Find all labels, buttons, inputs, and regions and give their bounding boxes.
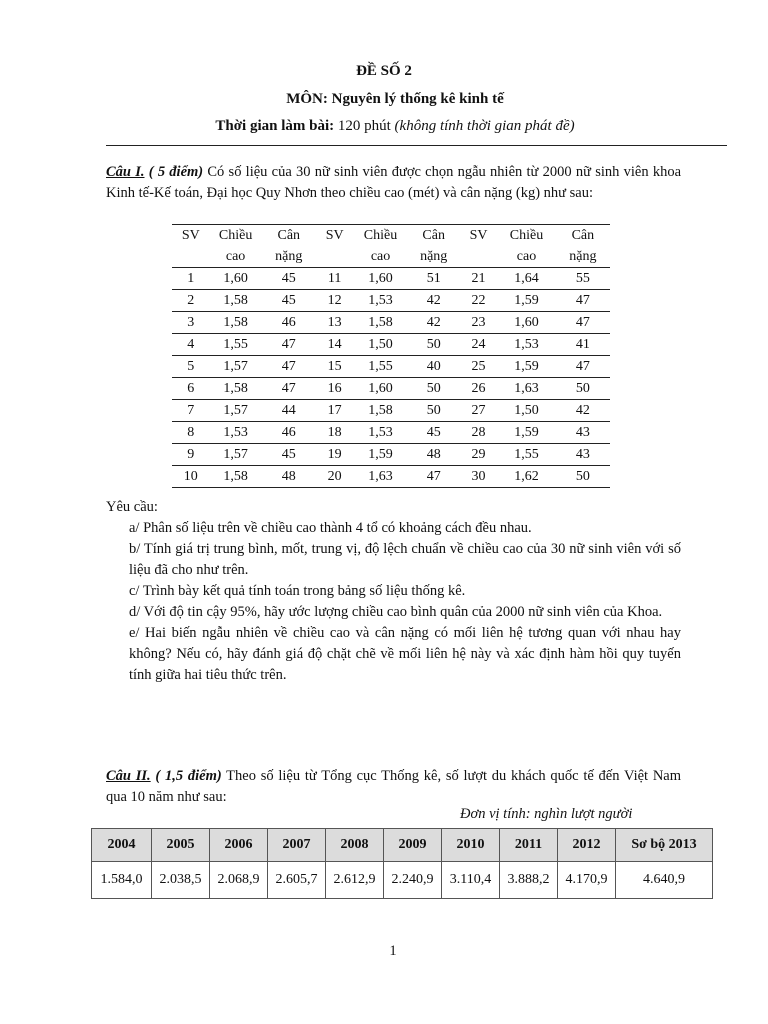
table-cell: 30 <box>460 466 498 488</box>
header-cell: cao <box>210 246 262 268</box>
table-cell: 1,58 <box>353 400 407 422</box>
table-row <box>172 444 610 466</box>
header-cell: cao <box>353 246 407 268</box>
table-cell: 45 <box>262 290 316 312</box>
table-cell: 25 <box>460 356 498 378</box>
header-cell: nặng <box>262 246 316 268</box>
table-cell: 40 <box>408 356 460 378</box>
time-label: Thời gian làm bài: <box>215 118 335 134</box>
table-body <box>172 268 610 488</box>
value-cell: 2.605,7 <box>268 862 326 899</box>
table-cell: 1,57 <box>210 444 262 466</box>
table-row <box>172 378 610 400</box>
table-cell: 1,53 <box>353 290 407 312</box>
table-cell: 45 <box>262 444 316 466</box>
header-cell: Cân <box>556 225 610 247</box>
table-cell: 47 <box>408 466 460 488</box>
year-cell: 2004 <box>92 829 152 862</box>
header-cell: Cân <box>262 225 316 247</box>
header-cell: Chiều <box>210 225 262 247</box>
table-cell: 1,53 <box>497 334 555 356</box>
requirement-item-b: b/ Tính giá trị trung bình, mốt, trung vị, độ lệch chuẩn về chiều cao của 30 nữ sinh viên với số liệu đã cho như trên. <box>129 541 681 578</box>
header-cell: SV <box>316 225 354 247</box>
value-cell: 4.170,9 <box>558 862 616 899</box>
table-cell: 18 <box>316 422 354 444</box>
table-row <box>172 312 610 334</box>
table-cell: 9 <box>172 444 210 466</box>
table-cell: 26 <box>460 378 498 400</box>
table-cell: 1,58 <box>210 290 262 312</box>
requirement-list <box>129 518 681 686</box>
header-cell <box>460 246 498 268</box>
unit-note: Đơn vị tính: nghìn lượt người <box>460 806 633 822</box>
value-cell: 2.068,9 <box>210 862 268 899</box>
table-cell: 50 <box>556 466 610 488</box>
table-cell: 43 <box>556 422 610 444</box>
table-row <box>172 356 610 378</box>
value-cell: 2.240,9 <box>384 862 442 899</box>
table-cell: 1 <box>172 268 210 290</box>
table-cell: 47 <box>556 356 610 378</box>
height-weight-table <box>172 224 610 488</box>
table-cell: 5 <box>172 356 210 378</box>
table-cell: 50 <box>408 334 460 356</box>
year-cell: 2012 <box>558 829 616 862</box>
table-cell: 12 <box>316 290 354 312</box>
table-cell: 15 <box>316 356 354 378</box>
header-cell: nặng <box>408 246 460 268</box>
table-cell: 1,58 <box>210 378 262 400</box>
year-cell: Sơ bộ 2013 <box>616 829 713 862</box>
table-row <box>172 290 610 312</box>
table-cell: 1,55 <box>353 356 407 378</box>
table-cell: 4 <box>172 334 210 356</box>
year-cell: 2006 <box>210 829 268 862</box>
requirement-label: Yêu cầu: <box>106 499 158 515</box>
table-cell: 1,60 <box>353 378 407 400</box>
table-cell: 6 <box>172 378 210 400</box>
q2-intro-paragraph <box>106 766 681 808</box>
table-cell: 1,63 <box>497 378 555 400</box>
q2-label: Câu II. <box>106 768 151 784</box>
table-cell: 47 <box>556 290 610 312</box>
q1-label: Câu I. <box>106 164 145 180</box>
year-cell: 2011 <box>500 829 558 862</box>
table-cell: 1,55 <box>210 334 262 356</box>
table-cell: 47 <box>262 356 316 378</box>
tourist-arrivals-table <box>91 828 713 899</box>
value-cell: 1.584,0 <box>92 862 152 899</box>
table-cell: 48 <box>408 444 460 466</box>
table-cell: 1,59 <box>353 444 407 466</box>
table-cell: 1,53 <box>210 422 262 444</box>
requirement-item-e: e/ Hai biến ngẫu nhiên về chiều cao và cân nặng có mối liên hệ tương quan với nhau hay không? Nếu có, hãy đánh giá độ chặt chẽ về mối liên hệ này và xác định hàm hồi quy tuyến tính giữa hai tiêu thức trên. <box>129 625 681 683</box>
q1-intro-text: Có số liệu của 30 nữ sinh viên được chọn ngẫu nhiên từ 2000 nữ sinh viên khoa Kinh tế-Kế toán, Đại học Quy Nhơn theo chiều cao (mét) và cân nặng (kg) như sau: <box>106 164 682 201</box>
year-cell: 2005 <box>152 829 210 862</box>
table-cell: 42 <box>408 312 460 334</box>
table-cell: 48 <box>262 466 316 488</box>
table-cell: 44 <box>262 400 316 422</box>
table-cell: 27 <box>460 400 498 422</box>
q1-points: ( 5 điểm) <box>148 164 204 180</box>
q2-intro-text: Theo số liệu từ Tổng cục Thống kê, số lượt du khách quốc tế đến Việt Nam qua 10 năm như sau: <box>106 768 682 805</box>
table-row <box>172 268 610 290</box>
table-cell: 46 <box>262 312 316 334</box>
time-value: 120 phút <box>337 118 391 134</box>
table-cell: 1,64 <box>497 268 555 290</box>
table-cell: 1,58 <box>210 466 262 488</box>
table-cell: 2 <box>172 290 210 312</box>
table-cell: 51 <box>408 268 460 290</box>
table-cell: 1,57 <box>210 400 262 422</box>
value-cell: 3.888,2 <box>500 862 558 899</box>
table-cell: 29 <box>460 444 498 466</box>
table-cell: 1,59 <box>497 422 555 444</box>
table-cell: 1,50 <box>497 400 555 422</box>
table-header-row <box>172 225 610 247</box>
table-cell: 14 <box>316 334 354 356</box>
table-row <box>172 466 610 488</box>
header-cell: Chiều <box>353 225 407 247</box>
table-cell: 24 <box>460 334 498 356</box>
table-cell: 55 <box>556 268 610 290</box>
time-line <box>0 118 768 135</box>
table-cell: 20 <box>316 466 354 488</box>
requirement-item-a: a/ Phân số liệu trên về chiều cao thành 4 tổ có khoảng cách đều nhau. <box>129 520 532 536</box>
table-cell: 50 <box>408 400 460 422</box>
table-row <box>172 422 610 444</box>
subject-title: MÔN: Nguyên lý thống kê kinh tế <box>286 91 504 107</box>
table-cell: 1,60 <box>497 312 555 334</box>
exam-title: ĐỀ SỐ 2 <box>356 63 412 79</box>
table-cell: 43 <box>556 444 610 466</box>
table-cell: 46 <box>262 422 316 444</box>
header-cell: SV <box>460 225 498 247</box>
table-cell: 45 <box>262 268 316 290</box>
time-note: (không tính thời gian phát đề) <box>394 118 575 134</box>
table-cell: 47 <box>262 334 316 356</box>
table-cell: 1,60 <box>353 268 407 290</box>
value-cell: 3.110,4 <box>442 862 500 899</box>
header-cell: cao <box>497 246 555 268</box>
table-cell: 21 <box>460 268 498 290</box>
year-cell: 2008 <box>326 829 384 862</box>
table-cell: 19 <box>316 444 354 466</box>
header-cell <box>172 246 210 268</box>
table-cell: 42 <box>556 400 610 422</box>
header-cell: Chiều <box>497 225 555 247</box>
table-row <box>172 400 610 422</box>
table-cell: 11 <box>316 268 354 290</box>
q2-points: ( 1,5 điểm) <box>155 768 222 784</box>
table-header-row <box>172 246 610 268</box>
value-row <box>92 862 713 899</box>
table-cell: 1,62 <box>497 466 555 488</box>
table-cell: 1,50 <box>353 334 407 356</box>
table-cell: 50 <box>408 378 460 400</box>
page-number: 1 <box>389 943 397 959</box>
header-cell <box>316 246 354 268</box>
table-cell: 10 <box>172 466 210 488</box>
table-cell: 1,59 <box>497 356 555 378</box>
table-cell: 1,58 <box>353 312 407 334</box>
table-cell: 1,55 <box>497 444 555 466</box>
table-row <box>172 334 610 356</box>
requirement-item-d: d/ Với độ tin cậy 95%, hãy ước lượng chiều cao bình quân của 2000 nữ sinh viên của Khoa. <box>129 604 663 620</box>
table-cell: 47 <box>556 312 610 334</box>
header-divider <box>106 145 727 146</box>
table-cell: 16 <box>316 378 354 400</box>
year-cell: 2010 <box>442 829 500 862</box>
q1-intro-paragraph <box>106 162 681 204</box>
year-cell: 2007 <box>268 829 326 862</box>
table-cell: 8 <box>172 422 210 444</box>
table-cell: 1,57 <box>210 356 262 378</box>
value-cell: 2.612,9 <box>326 862 384 899</box>
table-cell: 47 <box>262 378 316 400</box>
table-cell: 23 <box>460 312 498 334</box>
table-cell: 1,58 <box>210 312 262 334</box>
requirement-item-c: c/ Trình bày kết quả tính toán trong bảng số liệu thống kê. <box>129 583 466 599</box>
header-cell: Cân <box>408 225 460 247</box>
year-header-row <box>92 829 713 862</box>
table-cell: 45 <box>408 422 460 444</box>
value-cell: 4.640,9 <box>616 862 713 899</box>
table-cell: 3 <box>172 312 210 334</box>
table-cell: 7 <box>172 400 210 422</box>
header-cell: SV <box>172 225 210 247</box>
year-cell: 2009 <box>384 829 442 862</box>
table-cell: 17 <box>316 400 354 422</box>
header-cell: nặng <box>556 246 610 268</box>
table-cell: 1,59 <box>497 290 555 312</box>
table-cell: 41 <box>556 334 610 356</box>
table-cell: 42 <box>408 290 460 312</box>
table-cell: 28 <box>460 422 498 444</box>
table-cell: 1,53 <box>353 422 407 444</box>
table-cell: 22 <box>460 290 498 312</box>
table-cell: 1,63 <box>353 466 407 488</box>
table-cell: 50 <box>556 378 610 400</box>
value-cell: 2.038,5 <box>152 862 210 899</box>
table-cell: 13 <box>316 312 354 334</box>
table-cell: 1,60 <box>210 268 262 290</box>
